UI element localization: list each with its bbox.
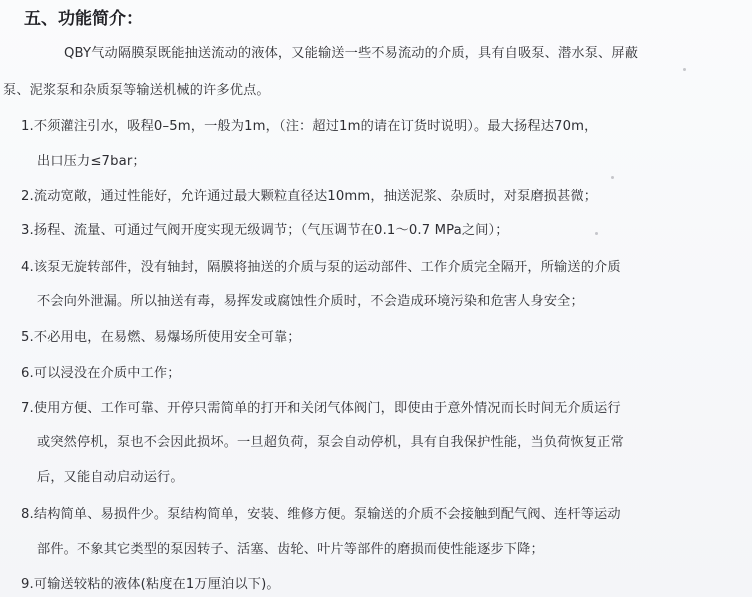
print-speck xyxy=(683,68,686,71)
feature-item-6-line: 6.可以浸没在介质中工作； xyxy=(21,366,181,381)
feature-item-4-line: 不会向外泄漏。所以抽送有毒，易挥发或腐蚀性介质时，不会造成环境污染和危害人身安全； xyxy=(37,294,584,309)
feature-item-8-line: 8.结构简单、易损件少。泵结构简单，安装、维修方便。泵输送的介质不会接触到配气阀、连杆等运动 xyxy=(21,507,621,522)
feature-item-1-line: 出口压力≤7bar； xyxy=(37,154,146,169)
feature-item-8-line: 部件。不象其它类型的泵因转子、活塞、齿轮、叶片等部件的磨损而使性能逐步下降； xyxy=(37,542,544,557)
feature-item-7-line: 或突然停机，泵也不会因此损坏。一旦超负荷，泵会自动停机，具有自我保护性能，当负荷恢复正常 xyxy=(37,435,624,450)
feature-item-1-line: 1.不须灌注引水，吸程0–5m，一般为1m，（注：超过1m的请在订货时说明）。最大扬程达70m， xyxy=(21,119,598,134)
print-speck xyxy=(611,176,614,179)
feature-item-7-line: 7.使用方便、工作可靠、开停只需简单的打开和关闭气体阀门，即使由于意外情况而长时间无介质运行 xyxy=(21,401,621,416)
intro-line: QBY气动隔膜泵既能抽送流动的液体，又能输送一些不易流动的介质，具有自吸泵、潜水泵、屏蔽 xyxy=(64,46,639,61)
feature-item-4-line: 4.该泵无旋转部件，没有轴封，隔膜将抽送的介质与泵的运动部件、工作介质完全隔开，所输送的介质 xyxy=(21,260,621,275)
feature-item-7-line: 后，又能自动启动运行。 xyxy=(37,470,184,485)
print-speck xyxy=(595,232,598,235)
section-heading: 五、功能简介： xyxy=(24,9,143,29)
feature-item-3-line: 3.扬程、流量、可通过气阀开度实现无级调节；（气压调节在0.1～0.7 MPa之间）； xyxy=(21,223,509,238)
feature-item-2-line: 2.流动宽敞，通过性能好，允许通过最大颗粒直径达10mm，抽送泥浆、杂质时，对泵磨损甚微； xyxy=(21,189,598,204)
feature-item-5-line: 5.不必用电，在易燃、易爆场所使用安全可靠； xyxy=(21,330,301,345)
intro-line: 泵、泥浆泵和杂质泵等输送机械的许多优点。 xyxy=(3,83,270,98)
feature-item-9-line: 9.可输送较粘的液体(粘度在1万厘泊以下)。 xyxy=(21,577,280,592)
